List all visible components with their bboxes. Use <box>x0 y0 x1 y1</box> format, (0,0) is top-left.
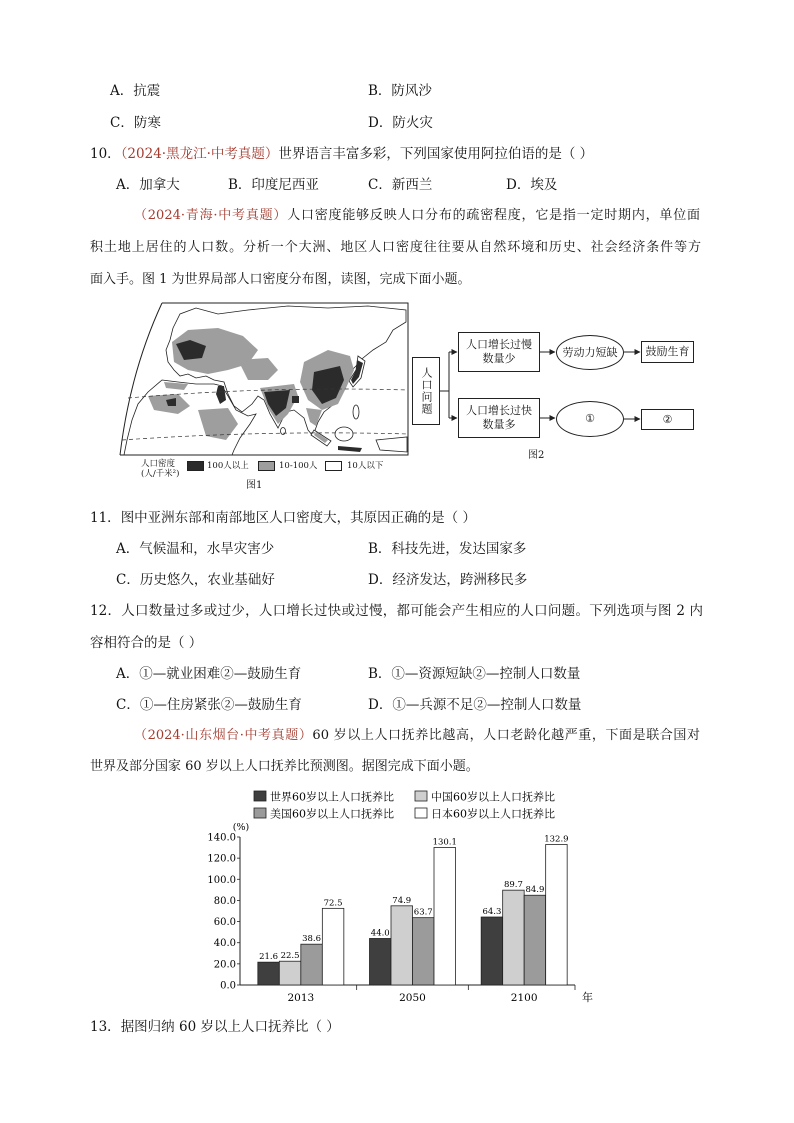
bar <box>413 918 435 985</box>
bar <box>524 895 546 985</box>
flow-measure-box-slow <box>641 341 694 363</box>
bar <box>279 961 301 985</box>
bar-value-label: 64.3 <box>482 907 502 918</box>
q12-stem-1: 人口数量过多或过少，人口增长过快或过慢，都可能会产生相应的人口问题。下列选项与图 2 内 <box>121 603 704 619</box>
flow-measure-fast-label: ② <box>662 412 673 426</box>
y-axis-unit: (%) <box>232 822 250 833</box>
philippines-landmass <box>353 405 359 419</box>
bar <box>481 917 503 985</box>
y-tick-label: 60.0 <box>213 917 236 929</box>
passage1-line-2: 积土地上居住的人口数。分析一个大洲、地区人口密度往往要从自然环境和历史、社会经济条件等方 <box>90 240 701 255</box>
q10-option-d: D．埃及 <box>506 177 558 193</box>
q12-option-a: A．①—就业困难②—鼓励生育 <box>116 666 302 682</box>
q11-option-d: D．经济发达，跨洲移民多 <box>368 572 528 588</box>
flow-cause-slow-line1: 人口增长过慢 <box>466 338 532 351</box>
q10-source: （2024·黑龙江·中考真题） <box>120 146 279 162</box>
q11-option-c: C．历史悠久，农业基础好 <box>116 572 275 588</box>
q9-option-d: D．防火灾 <box>368 115 433 131</box>
q12-option-b: B．①—资源短缺②—控制人口数量 <box>368 666 581 682</box>
y-tick-label: 40.0 <box>213 938 236 950</box>
flow-cause-box-fast <box>458 398 540 438</box>
flow-root-box <box>412 357 440 425</box>
bar <box>434 847 456 985</box>
density-high-area <box>338 446 362 452</box>
bar <box>370 938 392 985</box>
q12-stem-line-1 <box>90 601 703 621</box>
flow-effect-ellipse-fast <box>556 401 624 437</box>
bar-value-label: 22.5 <box>280 951 300 962</box>
legend-label-low: 10人以下 <box>347 461 384 471</box>
q12-option-d: D．①—兵源不足②—控制人口数量 <box>368 697 582 713</box>
legend-swatch <box>415 791 427 801</box>
passage1-text-1: 人口密度能够反映人口分布的疏密程度，它是指一定时期内，单位面 <box>287 208 700 223</box>
legend-swatch-high <box>187 461 204 471</box>
bar <box>301 944 323 985</box>
passage2-line-2: 世界及部分国家 60 岁以上人口抚养比预测图。据图完成下面小题。 <box>90 759 479 774</box>
y-tick-label: 20.0 <box>213 959 236 971</box>
legend-swatch-low <box>325 461 342 471</box>
y-tick-label: 80.0 <box>213 895 236 907</box>
bar-value-label: 44.0 <box>370 928 390 939</box>
bar-value-label: 72.5 <box>323 898 343 909</box>
q10-option-a: A．加拿大 <box>116 177 180 193</box>
legend-label: 世界60岁以上人口抚养比 <box>270 790 394 804</box>
q12-number: 12． <box>90 603 122 619</box>
bar-value-label: 63.7 <box>413 907 433 918</box>
legend-swatch <box>254 808 266 818</box>
q11-stem: 图中亚洲东部和南部地区人口密度大，其原因正确的是（ ） <box>120 510 476 526</box>
legend-label: 美国60岁以上人口抚养比 <box>270 807 394 821</box>
population-density-map <box>118 300 410 460</box>
bar-value-label: 130.1 <box>432 837 457 848</box>
q10-number: 10． <box>90 146 121 162</box>
legend-label-medium: 10-100人 <box>279 461 318 471</box>
bar-value-label: 132.9 <box>544 834 569 845</box>
legend-label-high: 100人以上 <box>207 461 249 471</box>
y-tick-label: 140.0 <box>207 832 236 844</box>
passage1-line-1 <box>134 206 700 226</box>
legend-swatch <box>415 808 427 818</box>
passage2-source: （2024·山东烟台·中考真题） <box>134 728 313 743</box>
x-category-label: 2013 <box>287 992 315 1004</box>
map-legend-unit: (人/千米²) <box>141 469 180 479</box>
q11-option-a: A．气候温和，水旱灾害少 <box>116 541 275 557</box>
map-legend-title: 人口密度 <box>141 459 176 469</box>
q10-option-b: B．印度尼西亚 <box>228 177 319 193</box>
q11-option-b: B．科技先进，发达国家多 <box>368 541 527 557</box>
passage2-text-1: 60 岁以上人口抚养比越高，人口老龄化越严重，下面是联合国对 <box>312 728 700 743</box>
q13-stem-line <box>90 1017 340 1037</box>
q13-number: 13． <box>90 1019 121 1035</box>
figure2-caption: 图2 <box>528 450 545 461</box>
flow-cause-fast-line2: 数量多 <box>482 418 516 431</box>
density-high-area <box>292 396 299 403</box>
legend-swatch <box>254 791 266 801</box>
bar-value-label: 74.9 <box>392 895 412 906</box>
y-tick-label: 0.0 <box>220 980 236 992</box>
bar <box>391 906 413 985</box>
x-category-label: 2050 <box>399 992 426 1004</box>
x-axis-unit: 年 <box>582 991 593 1004</box>
q11-stem-line <box>90 508 476 528</box>
y-tick-label: 120.0 <box>207 853 236 865</box>
q9-option-a: A．抗震 <box>110 83 161 99</box>
flow-effect-slow-label: 劳动力短缺 <box>562 345 618 359</box>
flow-measure-slow-label: 鼓励生育 <box>645 345 690 358</box>
passage2-line-1 <box>134 726 700 746</box>
flow-effect-fast-label: ① <box>585 412 595 425</box>
q13-stem: 据图归纳 60 岁以上人口抚养比（ ） <box>120 1019 340 1035</box>
figure1-caption: 图1 <box>246 480 263 491</box>
bar <box>322 908 344 985</box>
bar-value-label: 38.6 <box>302 934 322 945</box>
legend-swatch-medium <box>258 461 275 471</box>
x-category-label: 2100 <box>510 992 538 1004</box>
passage1-line-3: 面入手。图 1 为世界局部人口密度分布图，读图，完成下面小题。 <box>90 272 471 287</box>
q12-stem-line-2: 容相符合的是（ ） <box>90 635 203 651</box>
q9-option-c: C．防寒 <box>110 115 161 131</box>
passage1-source: （2024·青海·中考真题） <box>134 208 288 223</box>
q10-stem: 世界语言丰富多彩，下列国家使用阿拉伯语的是（ ） <box>278 146 594 162</box>
q10-option-c: C．新西兰 <box>368 177 433 193</box>
flow-root-label: 人口问题 <box>420 367 433 415</box>
borneo-landmass <box>335 427 353 441</box>
dependency-ratio-bar-chart <box>195 780 605 1010</box>
new-guinea-landmass <box>376 437 407 452</box>
q11-number: 11． <box>90 510 121 526</box>
bar <box>546 845 568 985</box>
q9-option-b: B．防风沙 <box>368 83 432 99</box>
flow-measure-box-fast <box>641 409 694 430</box>
bar-value-label: 89.7 <box>503 880 523 891</box>
bar-value-label: 21.6 <box>259 952 279 963</box>
flow-cause-slow-line2: 数量少 <box>482 352 516 365</box>
q10-stem-line <box>90 144 593 164</box>
flow-cause-fast-line1: 人口增长过快 <box>466 404 532 417</box>
q12-option-c: C．①—住房紧张②—鼓励生育 <box>116 697 302 713</box>
legend-label: 中国60岁以上人口抚养比 <box>431 790 555 804</box>
y-tick-label: 100.0 <box>207 874 236 886</box>
legend-label: 日本60岁以上人口抚养比 <box>431 807 555 821</box>
bar <box>258 962 279 985</box>
bar <box>503 890 524 985</box>
bar-value-label: 84.9 <box>525 885 545 896</box>
flow-effect-ellipse-slow <box>556 335 624 370</box>
flow-cause-box-slow <box>458 332 540 372</box>
